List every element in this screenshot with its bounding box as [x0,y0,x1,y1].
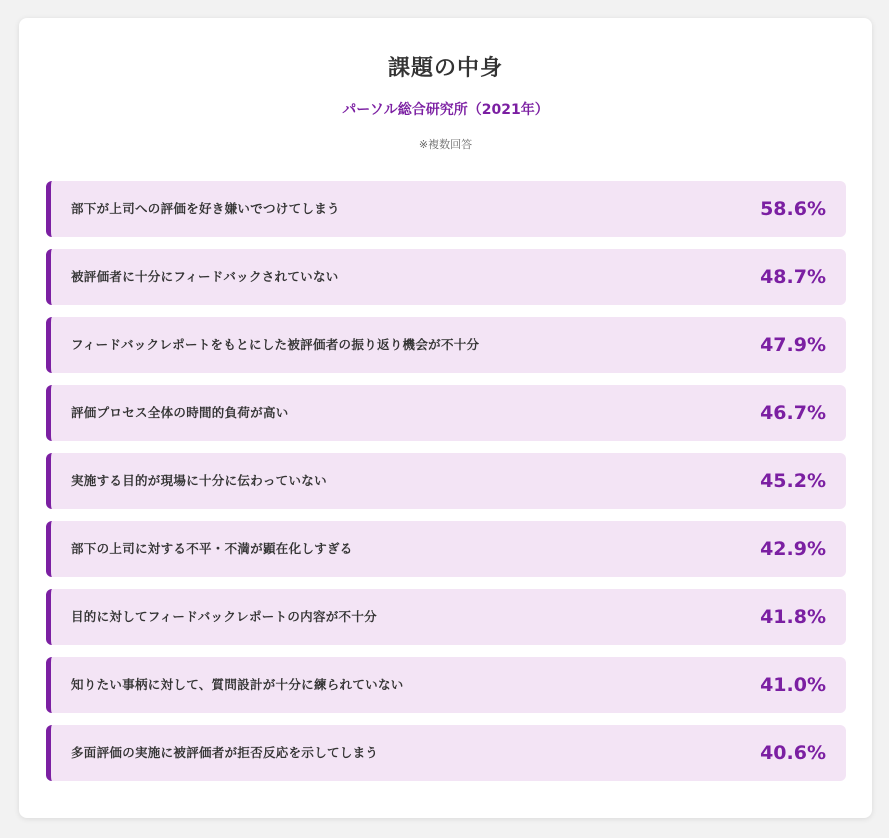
chart-title: 課題の中身 [387,56,503,81]
row-label: 多面評価の実施に被評価者が拒否反応を示してしまう [71,745,379,760]
result-row [46,317,846,373]
row-value: 48.7% [760,266,826,288]
result-row [46,521,846,577]
result-row [46,657,846,713]
row-label: 実施する目的が現場に十分に伝わっていない [71,473,327,488]
row-value: 47.9% [760,334,826,356]
result-row [46,453,846,509]
row-label: フィードバックレポートをもとにした被評価者の振り返り機会が不十分 [71,337,480,352]
row-label: 部下の上司に対する不平・不満が顕在化しすぎる [71,541,353,556]
result-row [46,181,846,237]
result-row [46,385,846,441]
row-label: 知りたい事柄に対して、質問設計が十分に練られていない [71,677,404,692]
row-value: 45.2% [760,470,826,492]
result-row [46,725,846,781]
row-value: 41.0% [760,674,826,696]
row-label: 被評価者に十分にフィードバックされていない [71,269,339,284]
row-label: 部下が上司への評価を好き嫌いでつけてしまう [71,201,340,216]
row-value: 46.7% [760,402,826,424]
result-row [46,249,846,305]
chart-subtitle: パーソル総合研究所（2021年） [342,102,549,118]
row-value: 58.6% [760,198,826,220]
row-label: 目的に対してフィードバックレポートの内容が不十分 [71,609,377,624]
chart-card [19,18,872,818]
chart-note: ※複数回答 [418,138,473,151]
row-value: 42.9% [760,538,826,560]
row-label: 評価プロセス全体の時間的負荷が高い [71,405,289,420]
row-value: 41.8% [760,606,826,628]
result-row [46,589,846,645]
row-value: 40.6% [760,742,826,764]
